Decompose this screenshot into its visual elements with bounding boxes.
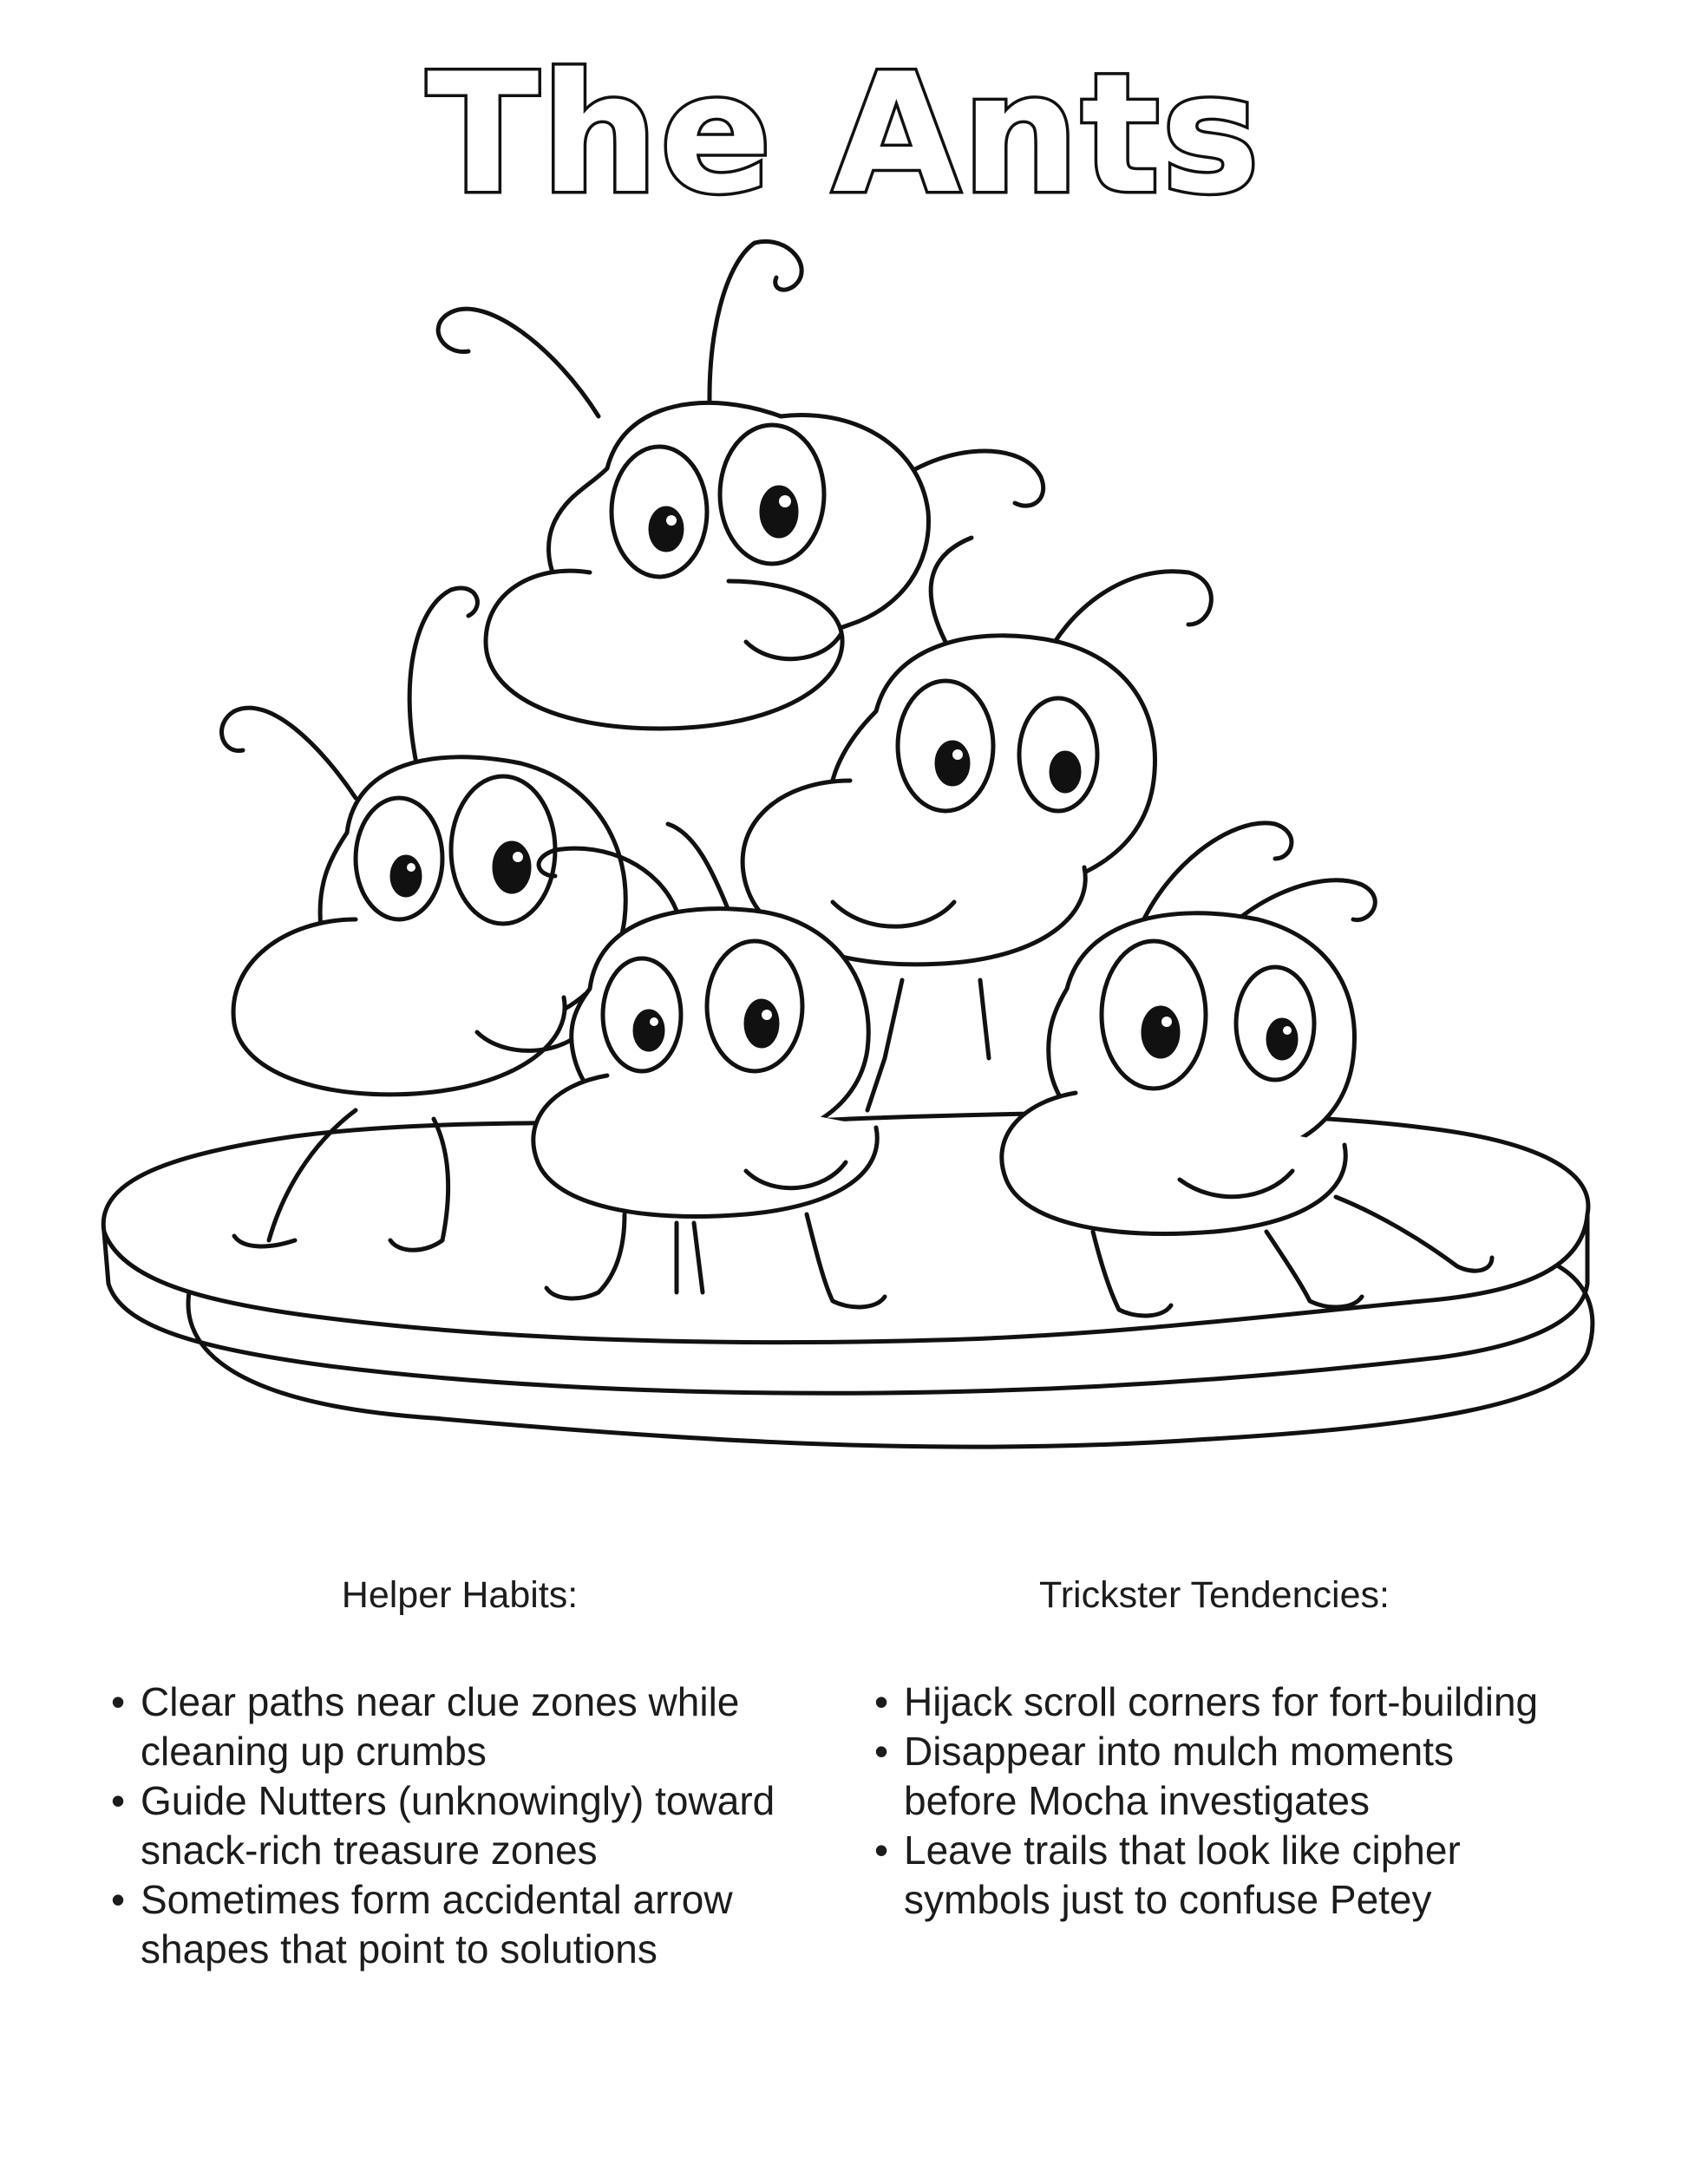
list-item [867,1826,1561,1925]
list-item [104,1776,798,1875]
bullet-icon: • [874,1828,889,1873]
helper-habits-list [104,1677,798,1974]
helper-habits-heading: Helper Habits: [341,1574,579,1616]
trickster-tendencies-heading: Trickster Tendencies: [1039,1574,1390,1616]
trickster-tendencies-column [867,1574,1561,1925]
page-title: The Ants [426,38,1262,230]
bullet-icon: • [874,1729,889,1774]
list-item-text: Sometimes form accidental arrow shapes that point to solutions [141,1877,733,1971]
bullet-icon: • [111,1679,126,1724]
list-item-text: Guide Nutters (unknowingly) toward snack-rich treasure zones [141,1778,775,1873]
ant-group-illustration [69,156,1631,1509]
list-item-text: Disappear into mulch moments before Mocha investigates [904,1729,1455,1823]
list-item-text: Clear paths near clue zones while cleaning up crumbs [141,1679,740,1774]
list-item-text: Hijack scroll corners for fort-building [904,1679,1539,1724]
bullet-icon: • [874,1679,889,1724]
list-item-text: Leave trails that look like cipher symbols just to confuse Petey [904,1828,1461,1922]
list-item [867,1727,1561,1826]
list-item [104,1677,798,1776]
bullet-icon: • [111,1778,126,1823]
helper-habits-column [104,1574,798,1974]
trickster-tendencies-list [867,1677,1561,1925]
list-item [104,1875,798,1974]
list-item [867,1677,1561,1727]
bullet-icon: • [111,1877,126,1922]
